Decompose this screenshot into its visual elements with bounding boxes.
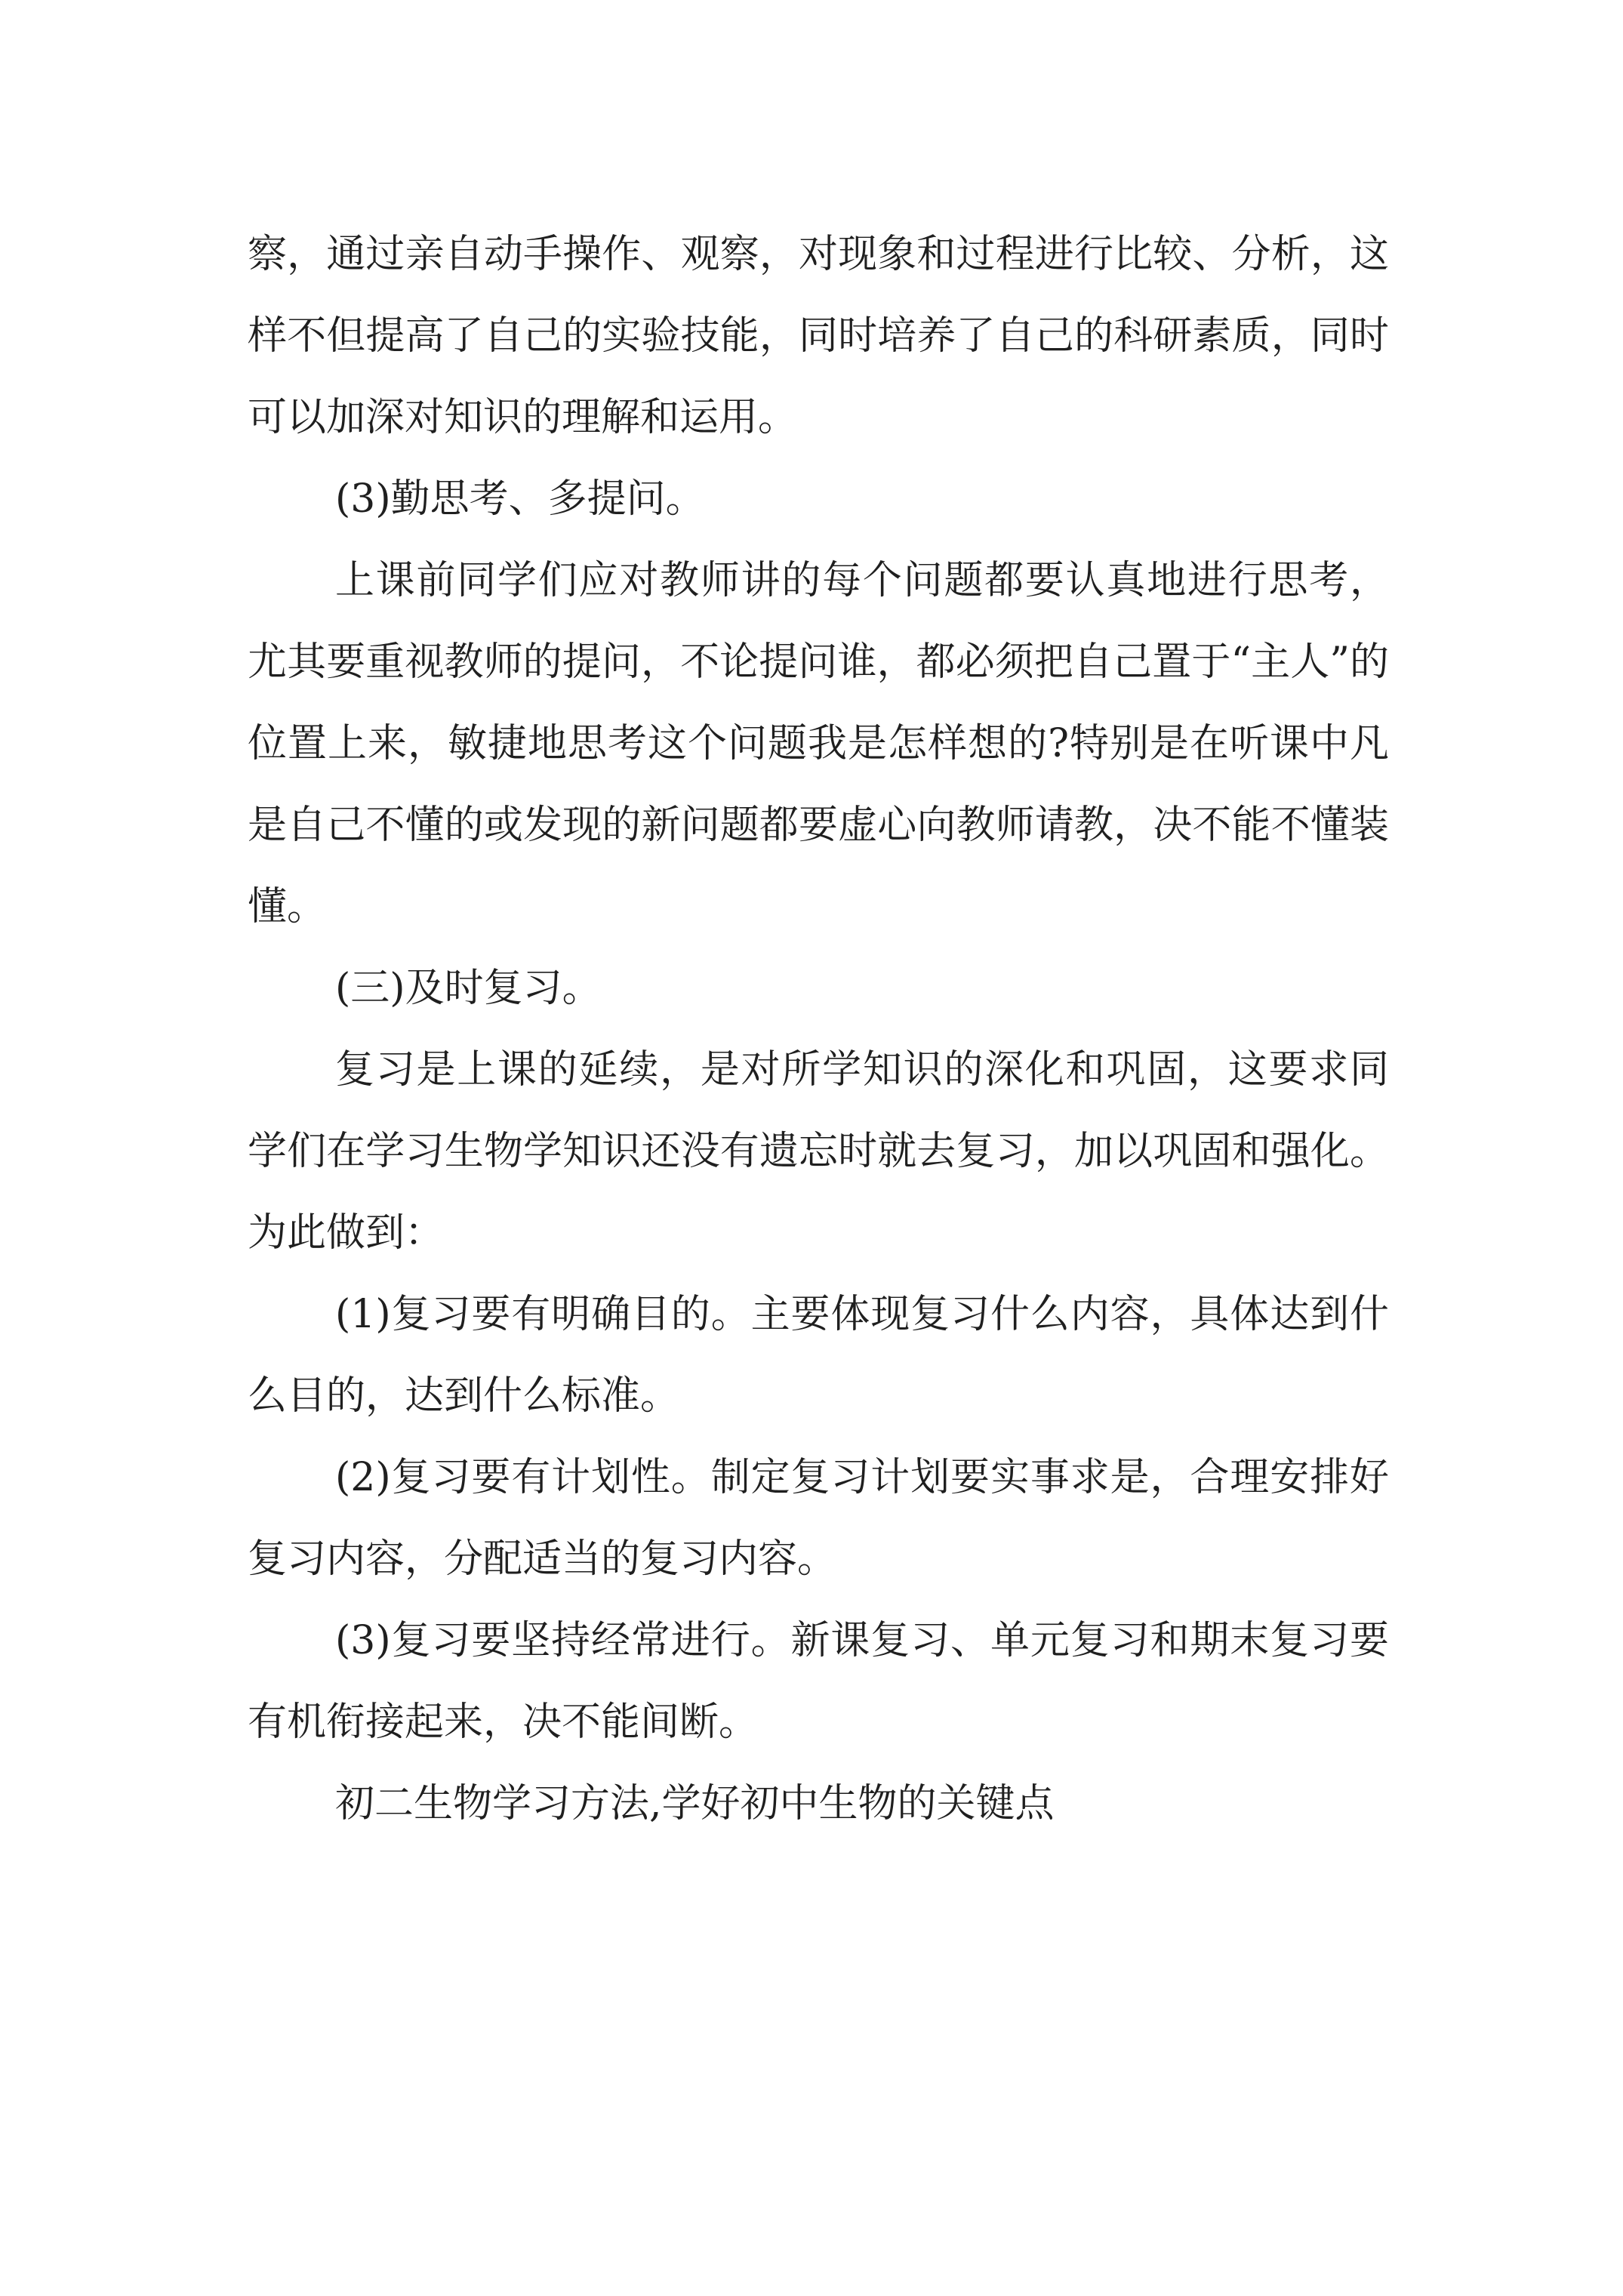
paragraph-review-body: 复习是上课的延续，是对所学知识的深化和巩固，这要求同学们在学习生物学知识还没有遗忘时就去复习，加以巩固和强化。为此做到： xyxy=(248,1047,1389,1256)
paragraph-heading-review: (三)及时复习。 xyxy=(335,966,602,1011)
paragraph-review-point-1: (1)复习要有明确目的。主要体现复习什么内容，具体达到什么目的，达到什么标准。 xyxy=(248,1292,1389,1419)
paragraph-closing-title: 初二生物学习方法,学好初中生物的关键点 xyxy=(335,1781,1055,1826)
paragraph-review-point-3: (3)复习要坚持经常进行。新课复习、单元复习和期末复习要有机衔接起来，决不能间断。 xyxy=(248,1618,1389,1745)
document-body xyxy=(248,214,1389,1845)
paragraph-continuation: 察，通过亲自动手操作、观察，对现象和过程进行比较、分析，这样不但提高了自己的实验技能，同时培养了自己的科研素质，同时可以加深对知识的理解和运用。 xyxy=(248,232,1389,440)
paragraph-review-point-2: (2)复习要有计划性。制定复习计划要实事求是，合理安排好复习内容，分配适当的复习内容。 xyxy=(248,1455,1389,1582)
paragraph-heading-think-ask: (3)勤思考、多提问。 xyxy=(335,476,705,522)
paragraph-think-ask-body: 上课前同学们应对教师讲的每个问题都要认真地进行思考，尤其要重视教师的提问，不论提问谁，都必须把自己置于“主人”的位置上来，敏捷地思考这个问题我是怎样想的?特别是在听课中凡是自己不懂的或发现的新问题都要虚心向教师请教，决不能不懂装懂。 xyxy=(248,558,1389,929)
